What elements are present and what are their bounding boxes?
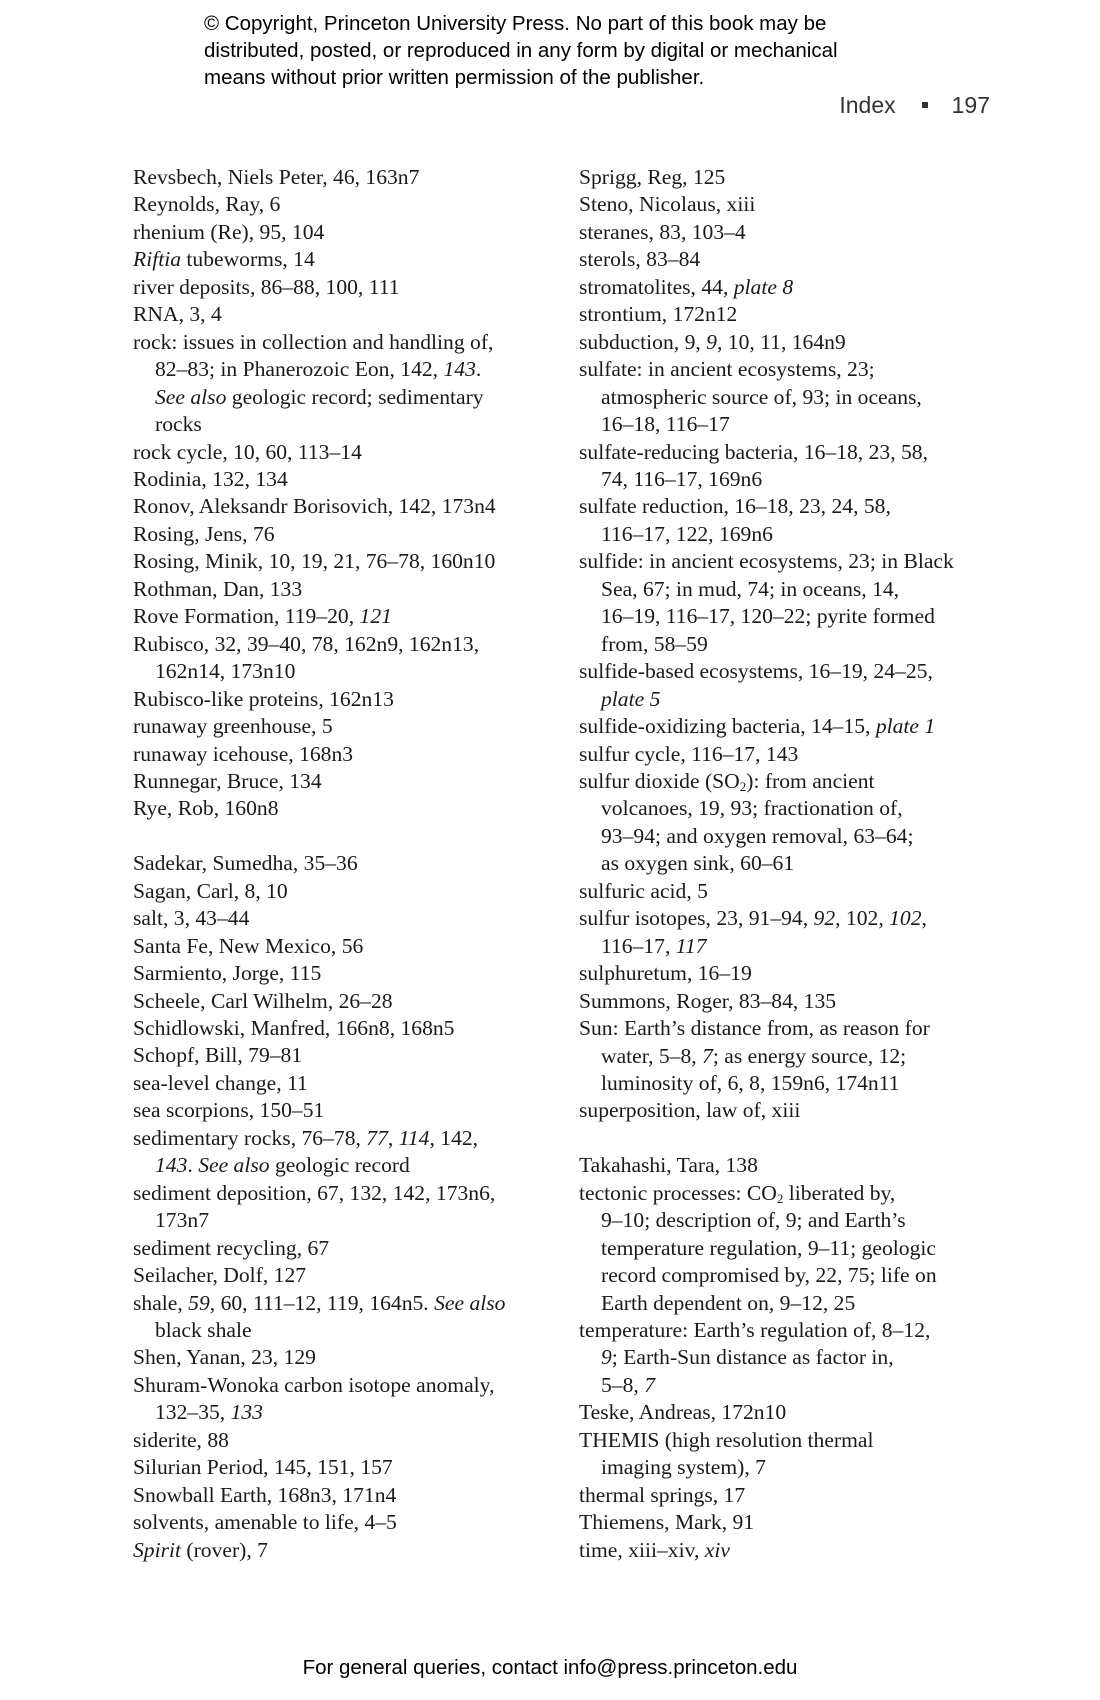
index-entry bbox=[133, 576, 553, 603]
index-entry-heading: temperature: Earth’s regulation of, 8–12, bbox=[579, 1318, 931, 1343]
index-entry-heading: RNA, 3, 4 bbox=[133, 302, 222, 327]
index-entry bbox=[133, 713, 553, 740]
index-entry bbox=[133, 768, 553, 795]
letter-group-gap bbox=[133, 823, 553, 850]
index-entry-heading: sea scorpions, 150–51 bbox=[133, 1098, 325, 1123]
index-entry-continuation: record compromised by, 22, 75; life on bbox=[601, 1263, 937, 1288]
index-entry-heading: sediment deposition, 67, 132, 142, 173n6, bbox=[133, 1180, 496, 1205]
index-entry bbox=[579, 274, 1009, 301]
separator-square-icon bbox=[922, 102, 928, 108]
index-entry bbox=[579, 493, 1009, 548]
index-entry bbox=[133, 301, 553, 328]
index-entry-continuation: 16–18, 116–17 bbox=[601, 412, 730, 437]
index-entry-heading: Spirit (rover), 7 bbox=[133, 1537, 268, 1562]
index-entry bbox=[579, 164, 1009, 191]
index-entry-heading: Sarmiento, Jorge, 115 bbox=[133, 961, 322, 986]
index-entry bbox=[133, 1427, 553, 1454]
index-entry bbox=[133, 274, 553, 301]
index-entry-heading: river deposits, 86–88, 100, 111 bbox=[133, 274, 400, 299]
index-entry bbox=[133, 686, 553, 713]
index-entry-continuation: 9; Earth-Sun distance as factor in, bbox=[601, 1345, 894, 1370]
index-entry-heading: sea-level change, 11 bbox=[133, 1070, 308, 1095]
index-entry-heading: Runnegar, Bruce, 134 bbox=[133, 768, 322, 793]
index-entry-heading: thermal springs, 17 bbox=[579, 1482, 746, 1507]
index-entry-heading: Summons, Roger, 83–84, 135 bbox=[579, 988, 837, 1013]
index-entry-heading: sulfuric acid, 5 bbox=[579, 878, 708, 903]
index-entry bbox=[133, 1372, 553, 1427]
index-entry-heading: rock cycle, 10, 60, 113–14 bbox=[133, 439, 362, 464]
index-entry-heading: Snowball Earth, 168n3, 171n4 bbox=[133, 1482, 397, 1507]
index-entry-continuation: See also geologic record; sedimentary bbox=[155, 384, 484, 409]
index-entry bbox=[133, 1125, 553, 1180]
index-entry-continuation: 162n14, 173n10 bbox=[155, 659, 296, 684]
index-entry bbox=[579, 439, 1009, 494]
index-entry bbox=[579, 301, 1009, 328]
index-entry-continuation: imaging system), 7 bbox=[601, 1455, 766, 1480]
index-entry-heading: salt, 3, 43–44 bbox=[133, 906, 250, 931]
index-entry-heading: Riftia tubeworms, 14 bbox=[133, 247, 315, 272]
index-entry bbox=[579, 329, 1009, 356]
index-entry-heading: Rove Formation, 119–20, 121 bbox=[133, 604, 392, 629]
index-entry-heading: runaway greenhouse, 5 bbox=[133, 714, 333, 739]
copyright-line-2: distributed, posted, or reproduced in any form by digital or mechanical bbox=[204, 39, 838, 62]
index-entry-continuation: from, 58–59 bbox=[601, 631, 708, 656]
index-entry-heading: sulphuretum, 16–19 bbox=[579, 961, 752, 986]
index-entry bbox=[579, 1317, 1009, 1399]
index-entry bbox=[579, 1015, 1009, 1097]
index-entry-heading: stromatolites, 44, plate 8 bbox=[579, 274, 794, 299]
index-entry bbox=[133, 1262, 553, 1289]
index-entry-heading: sulfide-oxidizing bacteria, 14–15, plate 1 bbox=[579, 714, 936, 739]
index-entry-heading: Revsbech, Niels Peter, 46, 163n7 bbox=[133, 165, 420, 189]
footer-contact: For general queries, contact info@press.princeton.edu bbox=[302, 1656, 798, 1679]
index-entry bbox=[579, 246, 1009, 273]
index-column-left bbox=[133, 164, 553, 1564]
copyright-line-3: means without prior written permission of the publisher. bbox=[204, 66, 705, 89]
index-entry-heading: Rosing, Minik, 10, 19, 21, 76–78, 160n10 bbox=[133, 549, 496, 574]
index-entry-heading: sulfur dioxide $(SO_2)$: from ancient bbox=[579, 768, 875, 794]
index-entry bbox=[133, 219, 553, 246]
index-entry-heading: superposition, law of, xiii bbox=[579, 1098, 801, 1123]
running-head bbox=[839, 92, 990, 119]
index-entry bbox=[579, 988, 1009, 1015]
index-entry-heading: Takahashi, Tara, 138 bbox=[579, 1153, 758, 1178]
index-entry-heading: Santa Fe, New Mexico, 56 bbox=[133, 933, 364, 958]
index-entry-continuation: as oxygen sink, 60–61 bbox=[601, 851, 795, 876]
index-entry-continuation: 93–94; and oxygen removal, 63–64; bbox=[601, 823, 914, 848]
index-entry bbox=[133, 466, 553, 493]
index-entry-heading: Shuram-Wonoka carbon isotope anomaly, bbox=[133, 1372, 495, 1397]
index-entry bbox=[579, 1180, 1009, 1317]
index-entry bbox=[133, 1509, 553, 1536]
index-entry bbox=[579, 1399, 1009, 1426]
index-entry bbox=[133, 988, 553, 1015]
index-entry-heading: Rothman, Dan, 133 bbox=[133, 576, 303, 601]
index-entry-heading: sulfur isotopes, 23, 91–94, 92, 102, 102, bbox=[579, 906, 927, 931]
index-entry bbox=[133, 960, 553, 987]
index-entry-continuation: 5–8, 7 bbox=[601, 1372, 655, 1397]
index-entry bbox=[133, 878, 553, 905]
index-entry bbox=[579, 878, 1009, 905]
index-entry-heading: Schopf, Bill, 79–81 bbox=[133, 1043, 303, 1068]
index-entry-heading: Teske, Andreas, 172n10 bbox=[579, 1400, 787, 1425]
index-entry-heading: sulfate: in ancient ecosystems, 23; bbox=[579, 357, 875, 382]
index-entry bbox=[133, 1015, 553, 1042]
index-entry-heading: Seilacher, Dolf, 127 bbox=[133, 1263, 307, 1288]
index-entry bbox=[133, 191, 553, 218]
index-entry bbox=[133, 933, 553, 960]
index-entry bbox=[579, 713, 1009, 740]
index-column-right bbox=[579, 164, 1009, 1564]
section-title: Index bbox=[839, 92, 896, 118]
index-entry-continuation: 143. See also geologic record bbox=[155, 1153, 410, 1178]
index-entry-heading: Sprigg, Reg, 125 bbox=[579, 165, 726, 189]
index-entry bbox=[133, 329, 553, 439]
index-entry-continuation: volcanoes, 19, 93; fractionation of, bbox=[601, 796, 903, 821]
index-entry-heading: Reynolds, Ray, 6 bbox=[133, 192, 281, 217]
index-entry-continuation: Sea, 67; in mud, 74; in oceans, 14, bbox=[601, 576, 900, 601]
index-entry bbox=[133, 1454, 553, 1481]
index-entry-continuation: 116–17, 122, 169n6 bbox=[601, 521, 773, 546]
index-entry-heading: sulfur cycle, 116–17, 143 bbox=[579, 741, 799, 766]
index-entry-heading: Steno, Nicolaus, xiii bbox=[579, 192, 756, 217]
index-entry bbox=[133, 1235, 553, 1262]
index-entry-continuation: 82–83; in Phanerozoic Eon, 142, 143. bbox=[155, 357, 482, 382]
index-entry bbox=[133, 1344, 553, 1371]
index-entry bbox=[579, 1509, 1009, 1536]
index-entry-continuation: 9–10; description of, 9; and Earth’s bbox=[601, 1208, 906, 1233]
index-entry-heading: Silurian Period, 145, 151, 157 bbox=[133, 1455, 393, 1480]
index-entry bbox=[133, 1097, 553, 1124]
index-entry bbox=[133, 1482, 553, 1509]
index-entry bbox=[133, 1070, 553, 1097]
index-entry-heading: Rosing, Jens, 76 bbox=[133, 521, 275, 546]
index-entry bbox=[579, 548, 1009, 658]
index-entry-heading: sediment recycling, 67 bbox=[133, 1235, 330, 1260]
index-entry-heading: Rodinia, 132, 134 bbox=[133, 466, 288, 491]
index-entry-heading: sterols, 83–84 bbox=[579, 247, 701, 272]
index-entry-continuation: temperature regulation, 9–11; geologic bbox=[601, 1235, 936, 1260]
index-entry bbox=[133, 1042, 553, 1069]
page-number: 197 bbox=[951, 92, 990, 118]
index-entry-heading: Shen, Yanan, 23, 129 bbox=[133, 1345, 316, 1370]
index-entry-heading: sulfate reduction, 16–18, 23, 24, 58, bbox=[579, 494, 891, 519]
index-entry-heading: sulfide-based ecosystems, 16–19, 24–25, bbox=[579, 659, 933, 684]
index-entry-heading: rock: issues in collection and handling of, bbox=[133, 329, 494, 354]
index-entry bbox=[579, 658, 1009, 713]
index-entry bbox=[133, 439, 553, 466]
index-entry bbox=[579, 1427, 1009, 1482]
index-entry-continuation: water, 5–8, 7; as energy source, 12; bbox=[601, 1043, 907, 1068]
index-entry-continuation: plate 5 bbox=[601, 686, 661, 711]
index-entry bbox=[579, 356, 1009, 438]
copyright-line-1: © Copyright, Princeton University Press. No part of this book may be bbox=[204, 12, 827, 35]
index-entry-continuation: 74, 116–17, 169n6 bbox=[601, 466, 763, 491]
index-entry bbox=[579, 960, 1009, 987]
index-entry-continuation: atmospheric source of, 93; in oceans, bbox=[601, 384, 922, 409]
index-entry-heading: Thiemens, Mark, 91 bbox=[579, 1510, 755, 1535]
index-entry-continuation: rocks bbox=[155, 412, 202, 437]
index-entry-heading: siderite, 88 bbox=[133, 1427, 229, 1452]
index-entry bbox=[579, 1097, 1009, 1124]
index-entry-heading: sulfate-reducing bacteria, 16–18, 23, 58, bbox=[579, 439, 928, 464]
index-entry-heading: sulfide: in ancient ecosystems, 23; in Black bbox=[579, 549, 954, 574]
index-entry-heading: Sadekar, Sumedha, 35–36 bbox=[133, 851, 358, 876]
index-entry-heading: Rubisco, 32, 39–40, 78, 162n9, 162n13, bbox=[133, 631, 480, 656]
index-entry-heading: steranes, 83, 103–4 bbox=[579, 219, 746, 244]
index-entry-continuation: 132–35, 133 bbox=[155, 1400, 263, 1425]
index-entry bbox=[579, 1152, 1009, 1179]
index-entry bbox=[579, 219, 1009, 246]
index-entry bbox=[133, 741, 553, 768]
index-entry bbox=[579, 905, 1009, 960]
index-entry-heading: Ronov, Aleksandr Borisovich, 142, 173n4 bbox=[133, 494, 496, 519]
index-entry-heading: Sun: Earth’s distance from, as reason for bbox=[579, 1016, 930, 1041]
index-entry-heading: Scheele, Carl Wilhelm, 26–28 bbox=[133, 988, 393, 1013]
index-entry-continuation: 16–19, 116–17, 120–22; pyrite formed bbox=[601, 604, 935, 629]
index-entry-continuation: black shale bbox=[155, 1318, 252, 1343]
index-entry bbox=[133, 905, 553, 932]
index-entry bbox=[133, 164, 553, 191]
index-entry-heading: strontium, 172n12 bbox=[579, 302, 738, 327]
index-entry bbox=[133, 1537, 553, 1564]
index-entry bbox=[133, 246, 553, 273]
index-entry-continuation: 116–17, 117 bbox=[601, 933, 707, 958]
index-entry-heading: rhenium (Re), 95, 104 bbox=[133, 219, 325, 244]
index-entry-heading: time, xiii–xiv, xiv bbox=[579, 1537, 730, 1562]
index-entry bbox=[133, 603, 553, 630]
index-entry bbox=[579, 741, 1009, 768]
index-entry bbox=[133, 795, 553, 822]
index-entry-continuation: 173n7 bbox=[155, 1208, 209, 1233]
index-entry-heading: solvents, amenable to life, 4–5 bbox=[133, 1510, 397, 1535]
index-entry bbox=[579, 191, 1009, 218]
index-entry bbox=[579, 768, 1009, 878]
index-entry bbox=[133, 631, 553, 686]
index-entry-heading: runaway icehouse, 168n3 bbox=[133, 741, 354, 766]
index-entry bbox=[133, 493, 553, 520]
index-entry-heading: Sagan, Carl, 8, 10 bbox=[133, 878, 288, 903]
index-entry-heading: Rubisco-like proteins, 162n13 bbox=[133, 686, 394, 711]
index-entry-heading: Schidlowski, Manfred, 166n8, 168n5 bbox=[133, 1016, 455, 1041]
index-entry bbox=[133, 548, 553, 575]
index-entry-heading: shale, 59, 60, 111–12, 119, 164n5. See also bbox=[133, 1290, 506, 1315]
index-entry-heading: tectonic processes: $CO_2$ liberated by, bbox=[579, 1180, 896, 1206]
index-entry bbox=[133, 850, 553, 877]
index-entry bbox=[133, 1180, 553, 1235]
copyright-notice bbox=[204, 10, 924, 91]
index-entry-heading: sedimentary rocks, 76–78, 77, 114, 142, bbox=[133, 1125, 479, 1150]
index-entry bbox=[133, 1290, 553, 1345]
index-entry bbox=[579, 1482, 1009, 1509]
index-entry bbox=[579, 1537, 1009, 1564]
index-entry-continuation: luminosity of, 6, 8, 159n6, 174n11 bbox=[601, 1070, 900, 1095]
index-entry-heading: THEMIS (high resolution thermal bbox=[579, 1427, 874, 1452]
index-entry bbox=[133, 521, 553, 548]
index-entry-continuation: Earth dependent on, 9–12, 25 bbox=[601, 1290, 856, 1315]
index-entry-heading: Rye, Rob, 160n8 bbox=[133, 796, 279, 821]
letter-group-gap bbox=[579, 1125, 1009, 1152]
index-entry-heading: subduction, 9, 9, 10, 11, 164n9 bbox=[579, 329, 846, 354]
